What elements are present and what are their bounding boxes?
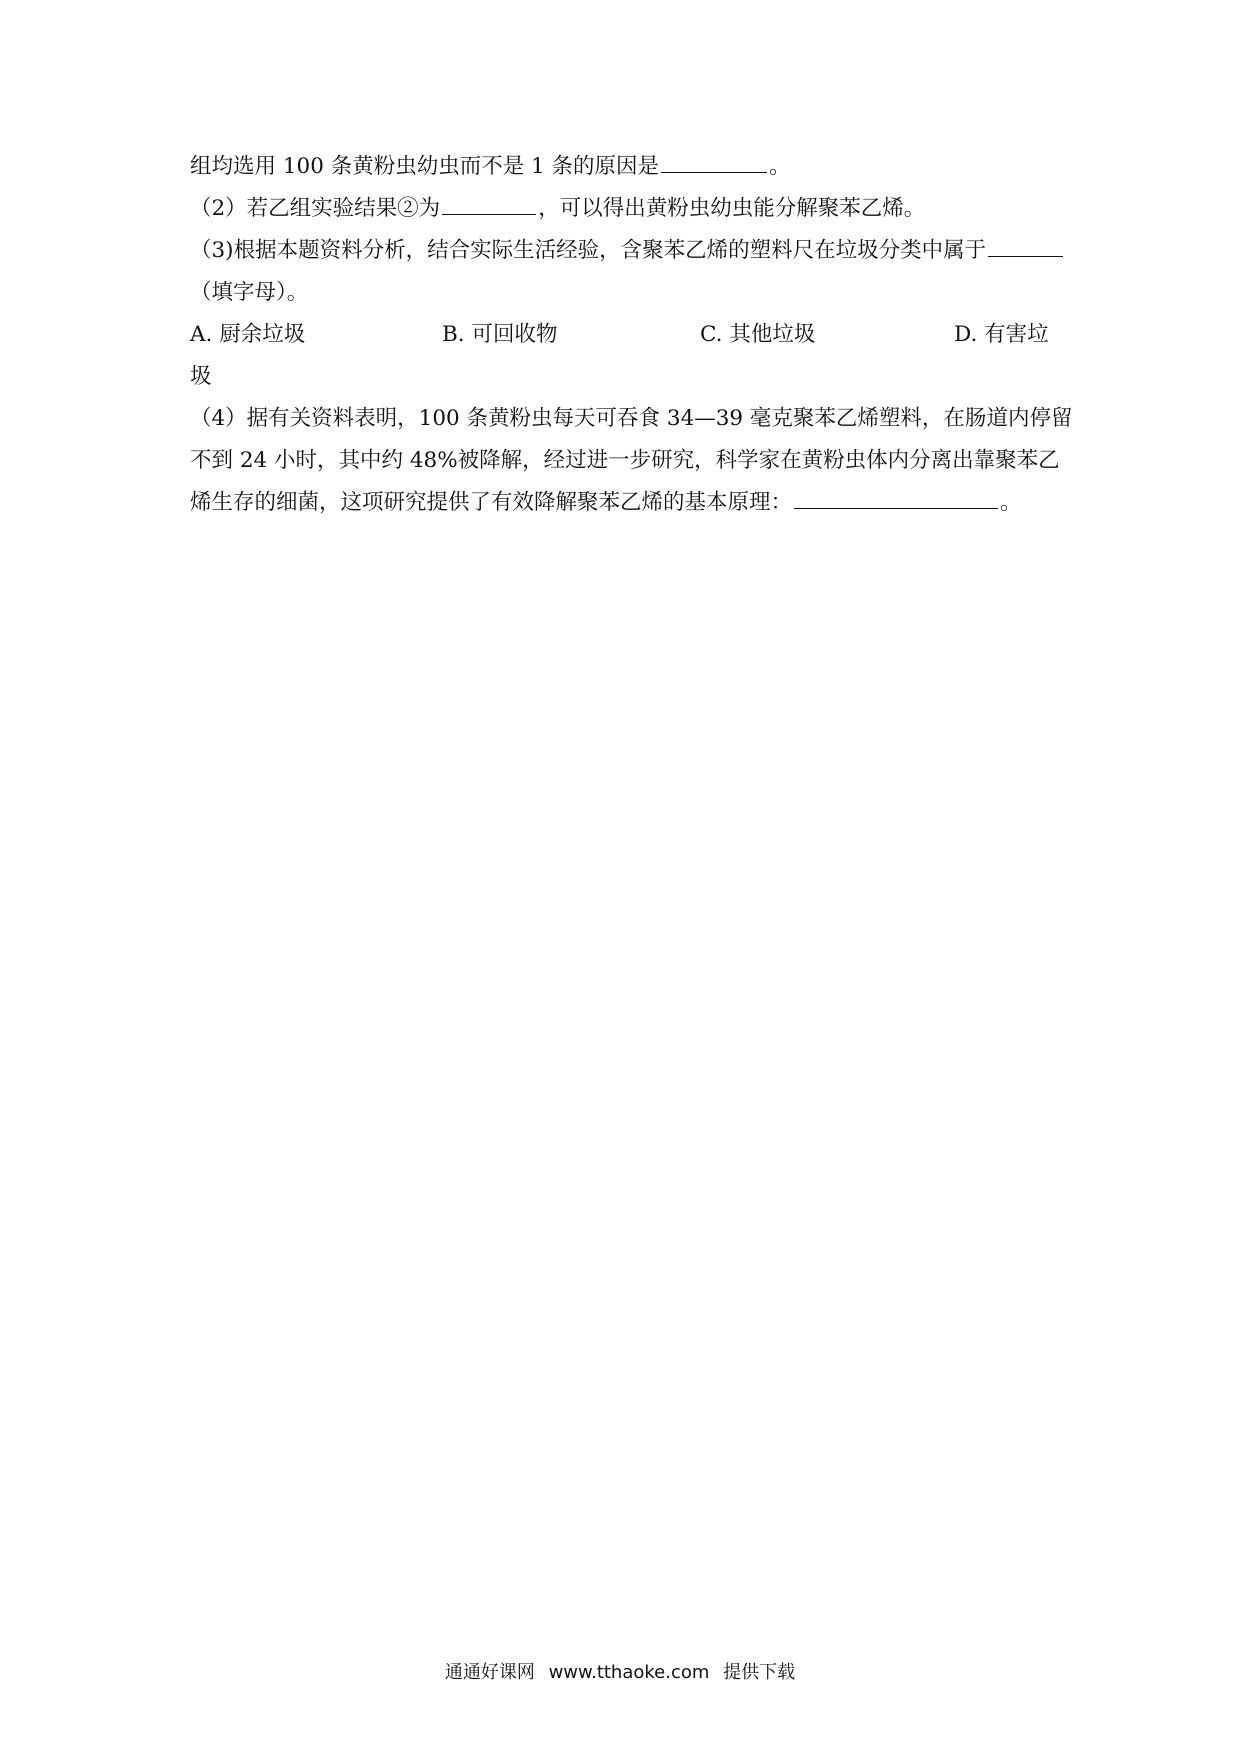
answer-blank-2[interactable] [442,188,536,215]
option-a: A. 厨余垃圾 [190,322,306,347]
question-part-3-line-2-text: （填字母）。 [190,280,309,305]
question-part-3 [190,230,1060,272]
question-part-2-text: （2）若乙组实验结果②为 [190,196,441,221]
footer-site-name: 通通好课网 [444,1662,535,1683]
footer-suffix: 提供下载 [723,1662,796,1683]
question-part-4-line-3-text: 烯生存的细菌，这项研究提供了有效降解聚苯乙烯的基本原理： [190,490,793,515]
question-part-4-line-3 [190,482,1060,524]
answer-blank-4[interactable] [794,482,998,509]
option-d: D. 有害垃 [954,322,1049,347]
question-line-1 [190,146,1060,188]
question-part-4-line-2 [190,440,1060,482]
question-line-1-text: 组均选用 100 条黄粉虫幼虫而不是 1 条的原因是 [190,154,660,179]
question-part-2-end: ，可以得出黄粉虫幼虫能分解聚苯乙烯。 [538,196,926,221]
option-b: B. 可回收物 [442,322,558,347]
answer-blank-3[interactable] [988,230,1063,257]
option-d-wrap [190,356,1060,398]
question-part-4-end: 。 [1000,490,1022,515]
question-part-4-line-2-text: 不到 24 小时，其中约 48%被降解，经过进一步研究，科学家在黄粉虫体内分离出靠聚苯乙 [190,448,1060,473]
answer-blank-1[interactable] [661,146,767,173]
option-c: C. 其他垃圾 [700,322,816,347]
question-part-4-line-1-text: （4）据有关资料表明，100 条黄粉虫每天可吞食 34—39 毫克聚苯乙烯塑料，在肠道内停留 [190,406,1073,431]
question-line-1-end: 。 [769,154,791,179]
question-content [190,146,1073,524]
option-d-wrap-text: 圾 [190,364,212,389]
question-part-3-text: （3)根据本题资料分析，结合实际生活经验，含聚苯乙烯的塑料尺在垃圾分类中属于 [190,238,987,263]
question-part-3-line-2 [190,272,1060,314]
footer-url: www.tthaoke.com [548,1662,710,1683]
question-part-4-line-1 [190,398,1073,440]
answer-options [190,314,1060,356]
page-footer [0,1658,1240,1684]
question-part-2 [190,188,1060,230]
